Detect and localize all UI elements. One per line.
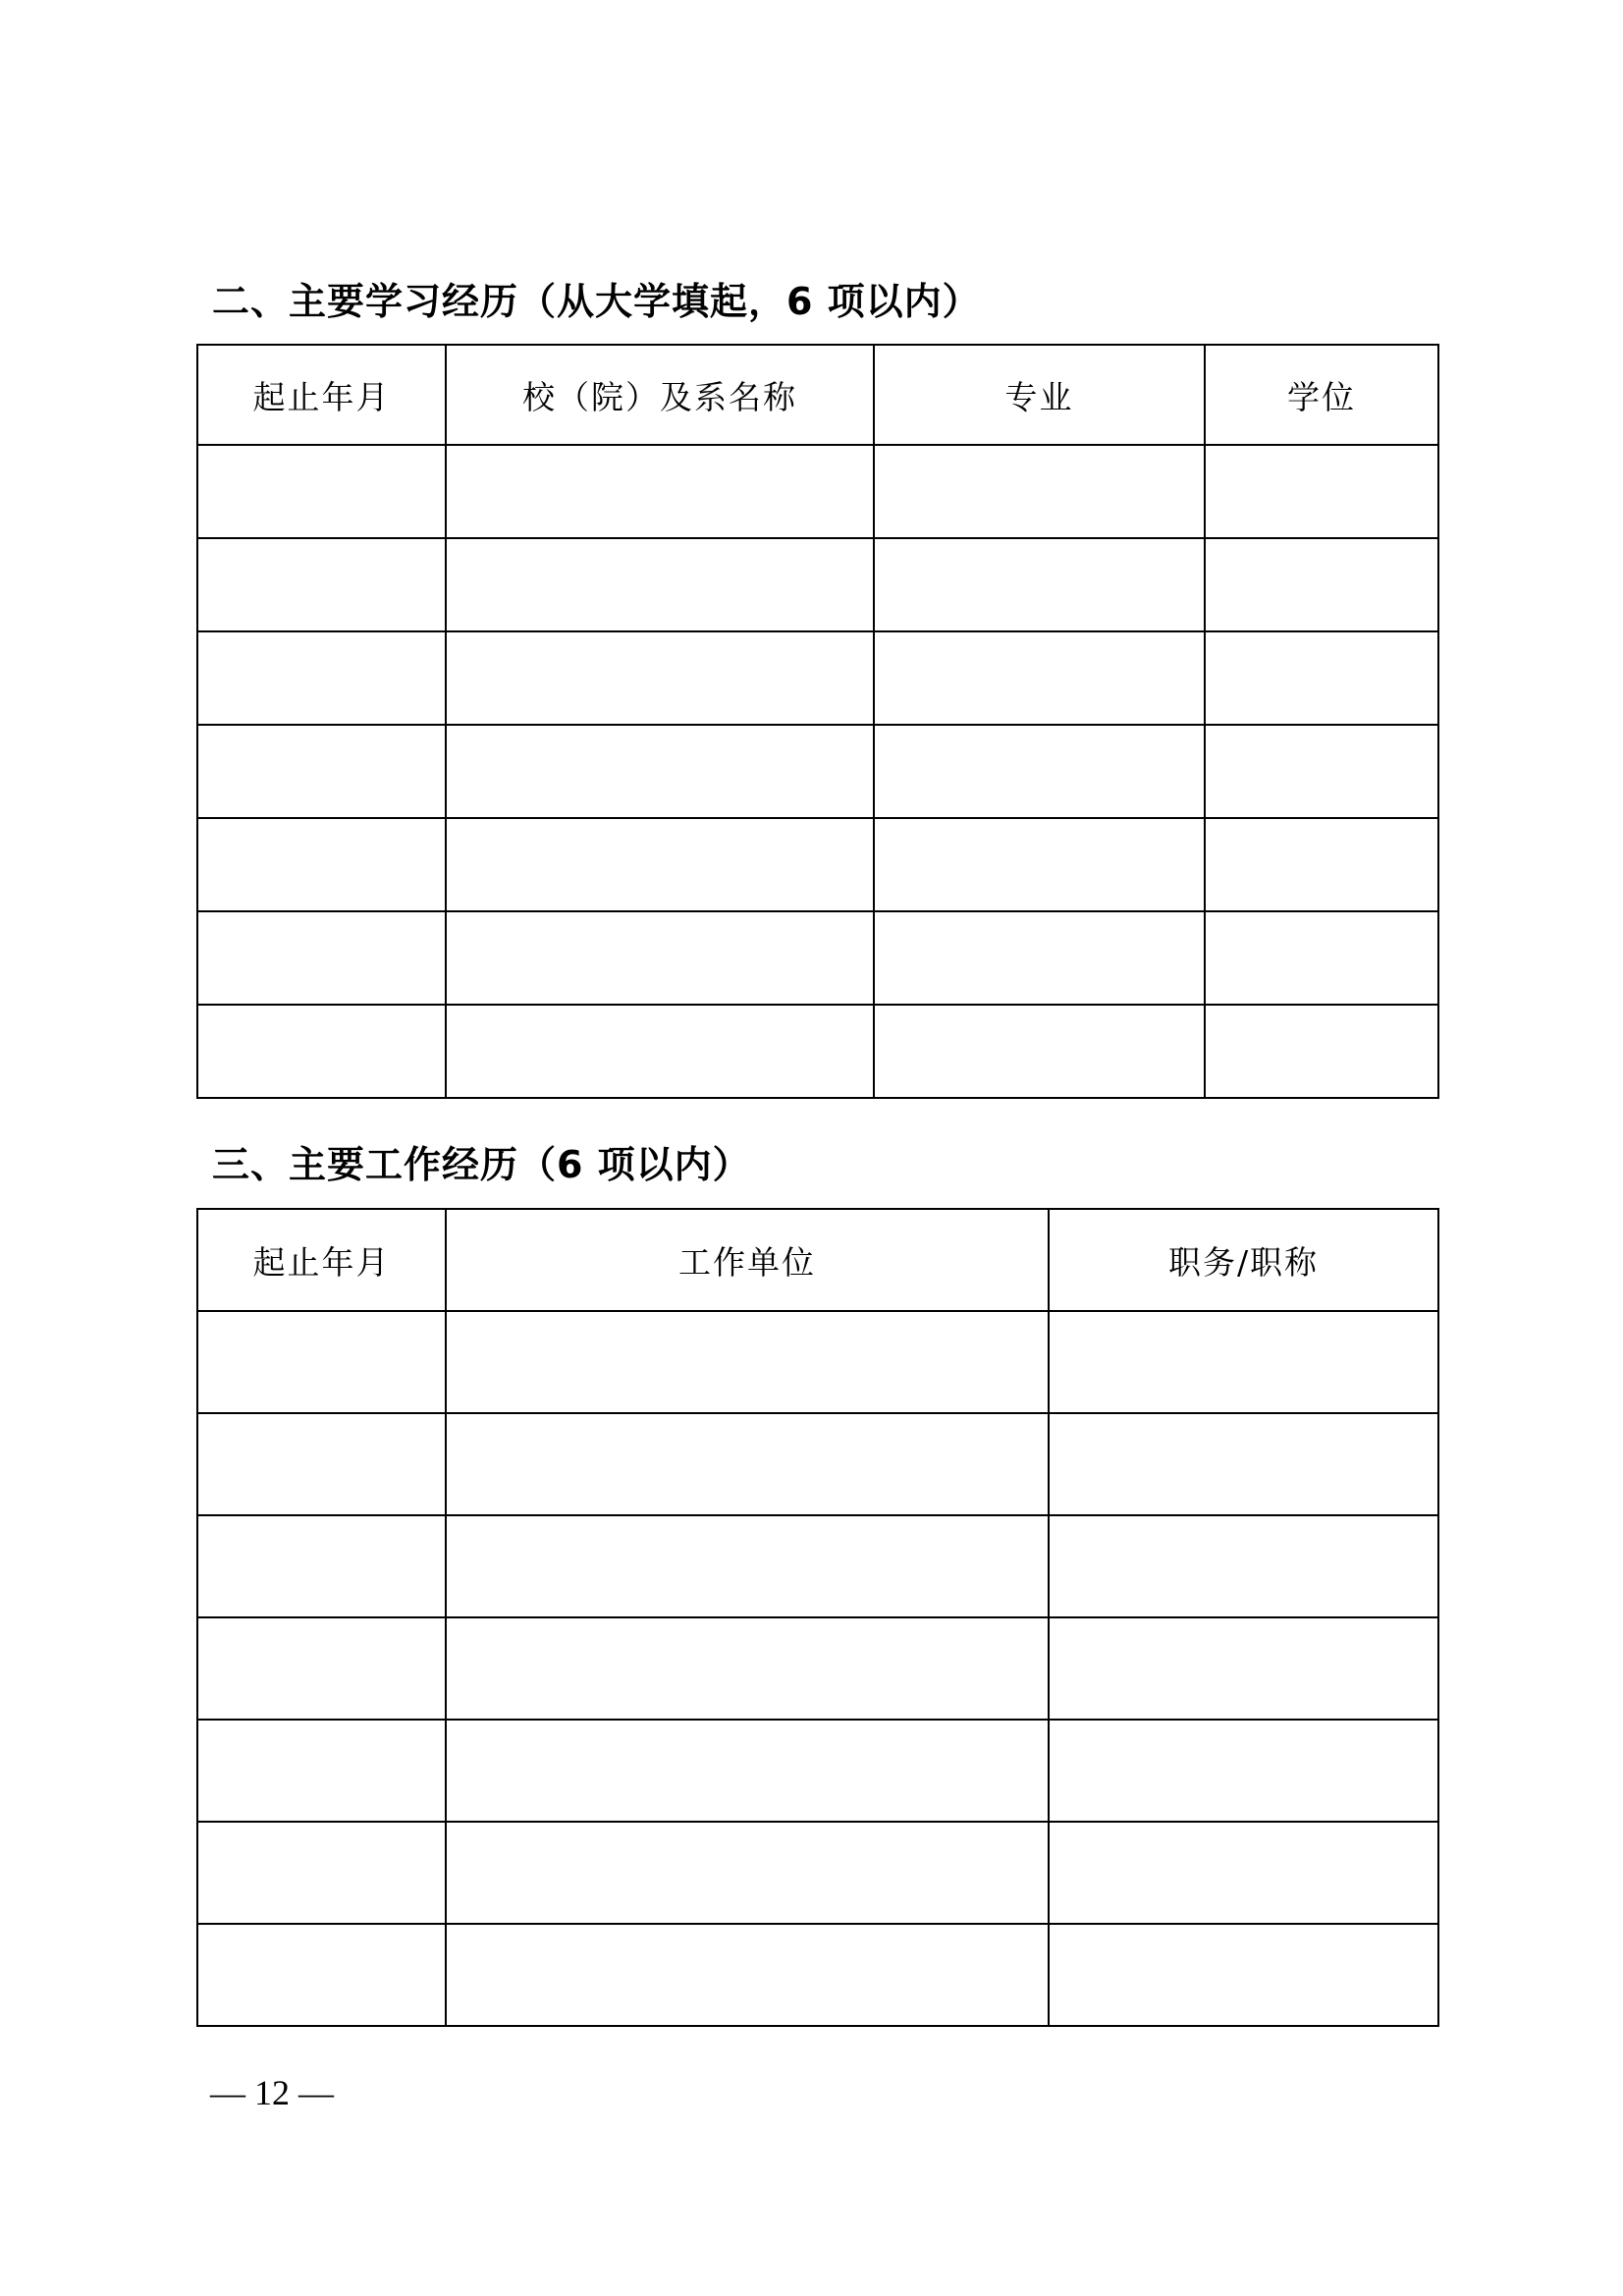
education-cell[interactable] — [446, 818, 874, 911]
work-cell[interactable] — [197, 1413, 446, 1515]
education-cell[interactable] — [446, 445, 874, 538]
education-cell[interactable] — [1205, 631, 1438, 725]
work-row — [197, 1311, 1438, 1413]
work-cell[interactable] — [197, 1924, 446, 2026]
education-cell[interactable] — [446, 538, 874, 631]
work-row — [197, 1515, 1438, 1617]
work-cell[interactable] — [1049, 1311, 1438, 1413]
work-row — [197, 1822, 1438, 1924]
work-cell[interactable] — [446, 1617, 1049, 1720]
education-cell[interactable] — [197, 1005, 446, 1098]
work-cell[interactable] — [1049, 1720, 1438, 1822]
work-section-title: 三、主要工作经历（6 项以内） — [212, 1143, 751, 1186]
education-row — [197, 725, 1438, 818]
work-row — [197, 1617, 1438, 1720]
work-cell[interactable] — [446, 1311, 1049, 1413]
work-cell[interactable] — [1049, 1515, 1438, 1617]
education-cell[interactable] — [874, 725, 1205, 818]
header-school-department: 校（院）及系名称 — [446, 345, 874, 445]
work-table — [196, 1208, 1439, 2027]
education-cell[interactable] — [1205, 725, 1438, 818]
education-cell[interactable] — [446, 1005, 874, 1098]
education-cell[interactable] — [197, 911, 446, 1005]
work-cell[interactable] — [446, 1720, 1049, 1822]
header-degree: 学位 — [1205, 345, 1438, 445]
education-cell[interactable] — [1205, 911, 1438, 1005]
education-table — [196, 344, 1439, 1099]
education-cell[interactable] — [446, 725, 874, 818]
work-cell[interactable] — [1049, 1822, 1438, 1924]
education-row — [197, 911, 1438, 1005]
education-header-row — [197, 345, 1438, 445]
education-cell[interactable] — [874, 538, 1205, 631]
work-row — [197, 1924, 1438, 2026]
education-cell[interactable] — [874, 818, 1205, 911]
education-cell[interactable] — [197, 818, 446, 911]
education-cell[interactable] — [197, 631, 446, 725]
education-row — [197, 445, 1438, 538]
work-cell[interactable] — [197, 1617, 446, 1720]
work-cell[interactable] — [197, 1515, 446, 1617]
education-row — [197, 631, 1438, 725]
education-cell[interactable] — [874, 631, 1205, 725]
education-cell[interactable] — [874, 911, 1205, 1005]
work-header-row — [197, 1209, 1438, 1311]
header-period: 起止年月 — [197, 1209, 446, 1311]
education-row — [197, 818, 1438, 911]
header-position-title: 职务/职称 — [1049, 1209, 1438, 1311]
education-row — [197, 538, 1438, 631]
work-cell[interactable] — [197, 1720, 446, 1822]
work-row — [197, 1413, 1438, 1515]
education-cell[interactable] — [1205, 1005, 1438, 1098]
education-cell[interactable] — [874, 1005, 1205, 1098]
work-cell[interactable] — [1049, 1924, 1438, 2026]
work-cell[interactable] — [1049, 1617, 1438, 1720]
work-row — [197, 1720, 1438, 1822]
education-cell[interactable] — [1205, 445, 1438, 538]
header-major: 专业 — [874, 345, 1205, 445]
education-cell[interactable] — [197, 538, 446, 631]
education-section-title: 二、主要学习经历（从大学填起，6 项以内） — [212, 280, 981, 323]
education-cell[interactable] — [874, 445, 1205, 538]
education-cell[interactable] — [1205, 818, 1438, 911]
education-cell[interactable] — [197, 445, 446, 538]
education-cell[interactable] — [446, 631, 874, 725]
work-cell[interactable] — [1049, 1413, 1438, 1515]
work-cell[interactable] — [446, 1413, 1049, 1515]
work-cell[interactable] — [197, 1311, 446, 1413]
work-cell[interactable] — [446, 1515, 1049, 1617]
work-cell[interactable] — [446, 1822, 1049, 1924]
header-period: 起止年月 — [197, 345, 446, 445]
work-cell[interactable] — [197, 1822, 446, 1924]
header-employer: 工作单位 — [446, 1209, 1049, 1311]
education-cell[interactable] — [1205, 538, 1438, 631]
work-cell[interactable] — [446, 1924, 1049, 2026]
education-cell[interactable] — [197, 725, 446, 818]
page-number: — 12 — — [210, 2073, 334, 2112]
education-row — [197, 1005, 1438, 1098]
education-cell[interactable] — [446, 911, 874, 1005]
